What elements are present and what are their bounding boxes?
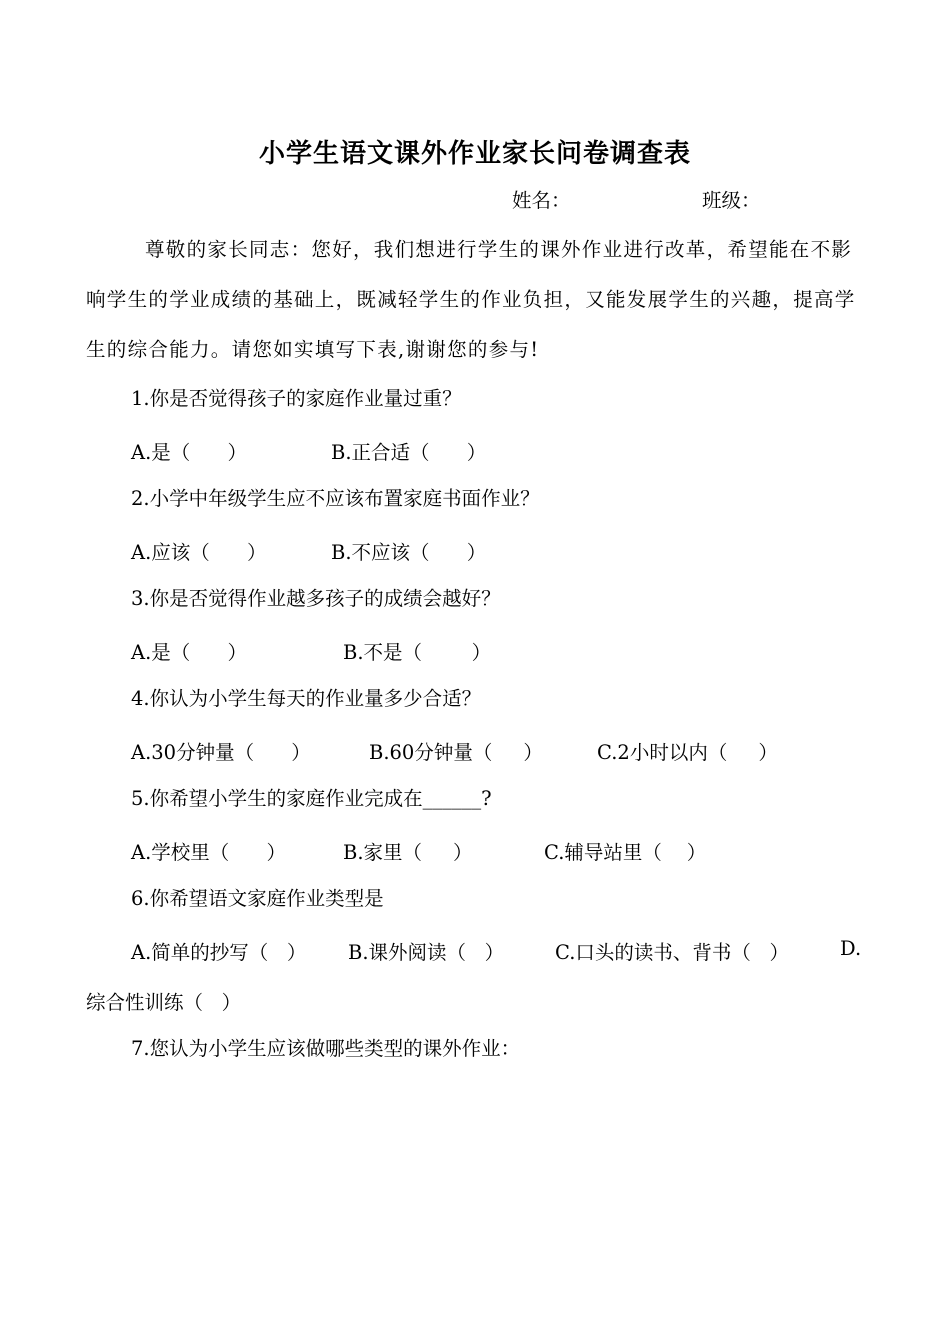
q6-option-d[interactable]: D.: [840, 937, 862, 960]
q6-option-c[interactable]: C.口头的读书、背书（ ）: [555, 941, 790, 964]
question-3: 3.你是否觉得作业越多孩子的成绩会越好？: [131, 587, 501, 610]
q2-option-a[interactable]: A.应该（ ）: [131, 541, 267, 564]
q6-option-a[interactable]: A.简单的抄写（ ）: [131, 941, 307, 964]
class-label: 班级：: [702, 189, 761, 212]
question-7: 7.您认为小学生应该做哪些类型的课外作业：: [131, 1037, 521, 1060]
q6-option-b[interactable]: B.课外阅读（ ）: [348, 941, 505, 964]
q5-option-b[interactable]: B.家里（ ）: [343, 841, 473, 864]
q1-option-a[interactable]: A.是（ ）: [131, 441, 247, 464]
q1-option-b[interactable]: B.正合适（ ）: [331, 441, 487, 464]
q6-option-d-text[interactable]: 综合性训练（ ）: [86, 991, 242, 1014]
q5-option-a[interactable]: A.学校里（ ）: [131, 841, 286, 864]
intro-paragraph: 尊敬的家长同志：您好，我们想进行学生的课外作业进行改革，希望能在不影响学生的学业成绩的基础上，既减轻学生的作业负担，又能发展学生的兴趣，提高学生的综合能力。请您如实填写下表,谢谢您的参与!: [86, 238, 856, 361]
page-title: 小学生语文课外作业家长问卷调查表: [258, 139, 691, 169]
question-4: 4.你认为小学生每天的作业量多少合适？: [131, 687, 482, 710]
question-6: 6.你希望语文家庭作业类型是: [131, 887, 384, 910]
q2-option-b[interactable]: B.不应该（ ）: [331, 541, 487, 564]
name-label: 姓名：: [512, 189, 571, 212]
q3-option-b[interactable]: B.不是（ ）: [343, 641, 492, 664]
q3-option-a[interactable]: A.是（ ）: [131, 641, 247, 664]
q4-option-c[interactable]: C.2小时以内（ ）: [597, 741, 778, 764]
question-1: 1.你是否觉得孩子的家庭作业量过重？: [131, 387, 462, 410]
q4-option-a[interactable]: A.30分钟量（ ）: [131, 741, 311, 764]
question-2: 2.小学中年级学生应不应该布置家庭书面作业？: [131, 487, 540, 510]
question-5: 5.你希望小学生的家庭作业完成在______?: [131, 787, 492, 810]
q4-option-b[interactable]: B.60分钟量（ ）: [369, 741, 543, 764]
q5-option-c[interactable]: C.辅导站里（ ）: [544, 841, 707, 864]
